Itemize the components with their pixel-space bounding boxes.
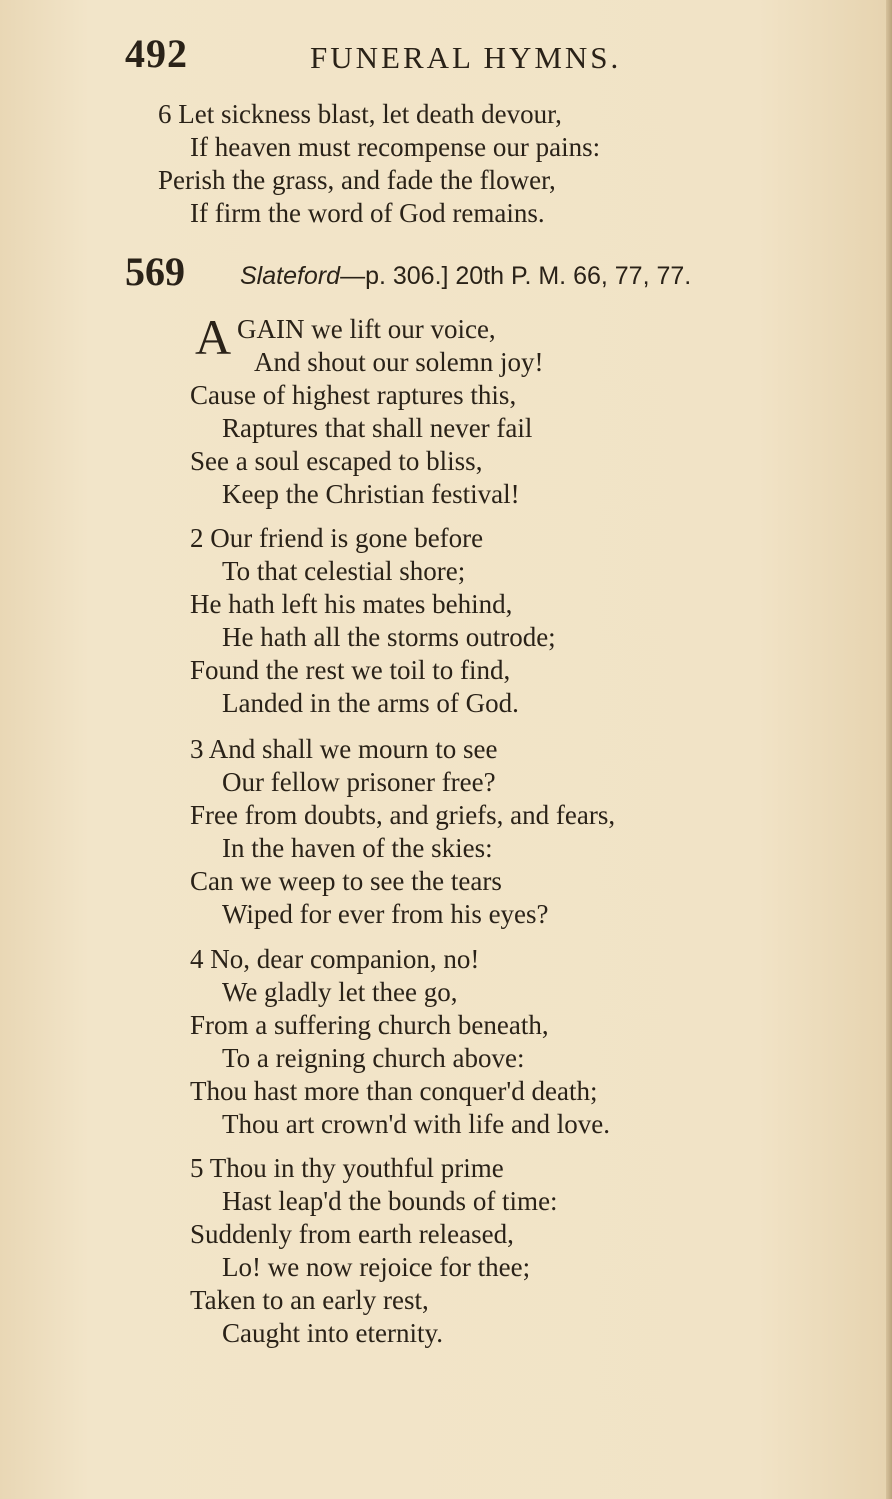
stanza-line: To that celestial shore; xyxy=(222,556,466,586)
stanza-line: GAIN we lift our voice, xyxy=(237,314,496,344)
tune-reference xyxy=(240,262,691,291)
stanza-line: Can we weep to see the tears xyxy=(190,866,502,896)
stanza-line: Taken to an early rest, xyxy=(190,1285,429,1315)
stanza-line: 3 And shall we mourn to see xyxy=(190,734,498,764)
tune-name: Slateford xyxy=(240,262,341,290)
stanza-line: Raptures that shall never fail xyxy=(222,413,533,443)
stanza-line: Thou art crown'd with life and love. xyxy=(222,1109,611,1139)
stanza-line: In the haven of the skies: xyxy=(222,833,493,863)
stanza-line: 2 Our friend is gone before xyxy=(190,523,484,553)
page-edge xyxy=(886,0,892,1499)
stanza-line: Free from doubts, and griefs, and fears, xyxy=(190,800,616,830)
prev-line: If firm the word of God remains. xyxy=(190,198,545,228)
stanza-line: Suddenly from earth released, xyxy=(190,1219,514,1249)
stanza-line: From a suffering church beneath, xyxy=(190,1010,549,1040)
stanza-line: He hath all the storms outrode; xyxy=(222,622,556,652)
stanza-line: See a soul escaped to bliss, xyxy=(190,446,483,476)
stanza-line: Landed in the arms of God. xyxy=(222,688,519,718)
tune-meter: —p. 306.] 20th P. M. 66, 77, 77. xyxy=(340,262,692,290)
stanza-line: Wiped for ever from his eyes? xyxy=(222,899,549,929)
stanza-line: 4 No, dear companion, no! xyxy=(190,944,480,974)
prev-line: If heaven must recompense our pains: xyxy=(190,132,601,162)
stanza-line: Caught into eternity. xyxy=(222,1318,443,1348)
stanza-line: And shout our solemn joy! xyxy=(254,347,544,377)
page-number: 492 xyxy=(125,31,188,76)
stanza-line: Found the rest we toil to find, xyxy=(190,655,511,685)
drop-cap: A xyxy=(195,309,232,365)
stanza-line: He hath left his mates behind, xyxy=(190,589,513,619)
page-header xyxy=(125,30,845,80)
hymn-number: 569 xyxy=(125,249,185,294)
stanza-line: Lo! we now rejoice for thee; xyxy=(222,1252,531,1282)
prev-line: Perish the grass, and fade the flower, xyxy=(158,165,556,195)
stanza-line: Our fellow prisoner free? xyxy=(222,767,496,797)
stanza-line: We gladly let thee go, xyxy=(222,977,458,1007)
stanza-line: Cause of highest raptures this, xyxy=(190,380,517,410)
stanza-line: Hast leap'd the bounds of time: xyxy=(222,1186,558,1216)
stanza-line: Keep the Christian festival! xyxy=(222,479,520,509)
prev-line: 6 Let sickness blast, let death devour, xyxy=(158,99,562,129)
running-title: FUNERAL HYMNS. xyxy=(310,40,622,75)
stanza-line: To a reigning church above: xyxy=(222,1043,525,1073)
stanza-line: 5 Thou in thy youthful prime xyxy=(190,1153,504,1183)
stanza-line: Thou hast more than conquer'd death; xyxy=(190,1076,598,1106)
